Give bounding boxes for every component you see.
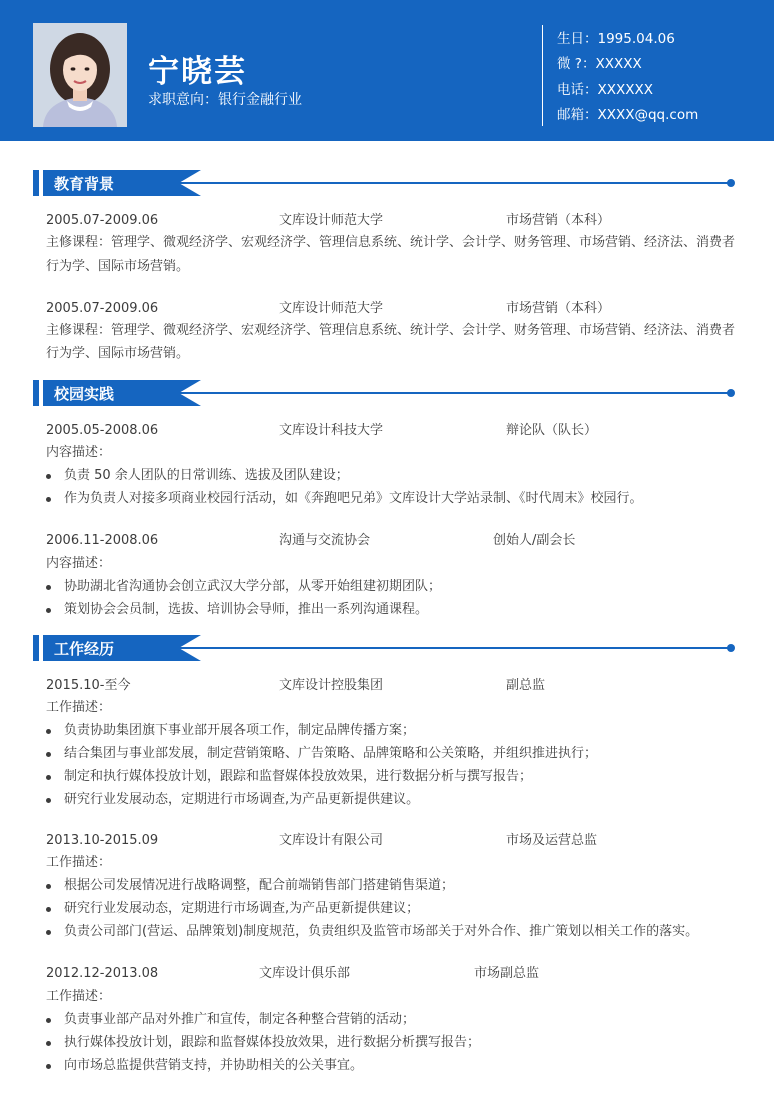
campus-1-label: 内容描述： [46, 445, 112, 460]
work-3-date: 2012.12-2013.08 [46, 966, 159, 981]
section-rule-dot [727, 644, 735, 652]
campus-1-bullet-1: 负责 50 余人团队的日常训练、选拔及团队建设； [64, 468, 349, 483]
bullet-dot [46, 608, 51, 613]
header-divider [542, 25, 543, 126]
work-3-bullet-3: 向市场总监提供营销支持，并协助相关的公关事宜。 [64, 1058, 364, 1073]
bullet-dot [46, 752, 51, 757]
bullet-dot [46, 585, 51, 590]
work-3-bullet-2: 执行媒体投放计划，跟踪和监督媒体投放效果，进行数据分析撰写报告； [64, 1035, 481, 1050]
bullet-dot [46, 930, 51, 935]
contact-email: 邮箱：XXXX@qq.com [557, 107, 699, 123]
bullet-dot [46, 1018, 51, 1023]
bullet-dot [46, 775, 51, 780]
resume-header [0, 0, 774, 141]
campus-2-date: 2006.11-2008.06 [46, 533, 159, 548]
work-2-label: 工作描述： [46, 855, 112, 870]
work-1-title: 副总监 [506, 678, 546, 693]
campus-1-org: 文库设计科技大学 [279, 423, 384, 438]
edu-1-courses: 主修课程：管理学、微观经济学、宏观经济学、管理信息系统、统计学、会计学、财务管理、市场营销、经济法、消费者 [46, 235, 736, 250]
campus-1-date: 2005.05-2008.06 [46, 423, 159, 438]
section-rule [179, 647, 728, 649]
applicant-name: 宁晓芸 [148, 54, 247, 90]
work-1-company: 文库设计控股集团 [279, 678, 384, 693]
contact-phone: 电话：XXXXXX [557, 82, 653, 98]
edu-1-school: 文库设计师范大学 [279, 213, 384, 228]
edu-2-courses: 主修课程：管理学、微观经济学、宏观经济学、管理信息系统、统计学、会计学、财务管理、市场营销、经济法、消费者 [46, 323, 736, 338]
section-rule [179, 392, 728, 394]
section-rule [179, 182, 728, 184]
work-1-bullet-3: 制定和执行媒体投放计划，跟踪和监督媒体投放效果，进行数据分析与撰写报告； [64, 769, 533, 784]
section-title: 教育背景 [54, 175, 115, 193]
section-rule-dot [727, 179, 735, 187]
section-accent-bar [33, 380, 39, 406]
contact-birthday: 生日：1995.04.06 [557, 31, 675, 47]
section-accent-bar [33, 635, 39, 661]
work-2-bullet-1: 根据公司发展情况进行战略调整，配合前端销售部门搭建销售渠道； [64, 878, 455, 893]
section-rule-dot [727, 389, 735, 397]
bullet-dot [46, 474, 51, 479]
work-2-bullet-3: 负责公司部门(营运、品牌策划)制度规范，负责组织及监管市场部关于对外合作、推广策划以相关工作的落实。 [64, 924, 699, 939]
work-3-title: 市场副总监 [474, 966, 540, 981]
section-header-education [33, 170, 738, 196]
section-accent-bar [33, 170, 39, 196]
bullet-dot [46, 729, 51, 734]
campus-1-role: 辩论队（队长） [506, 423, 598, 438]
edu-1-courses-cont: 行为学、国际市场营销。 [46, 259, 190, 274]
bullet-dot [46, 907, 51, 912]
campus-2-bullet-1: 协助湖北省沟通协会创立武汉大学分部，从零开始组建初期团队； [64, 579, 442, 594]
edu-2-courses-cont: 行为学、国际市场营销。 [46, 346, 190, 361]
bullet-dot [46, 1041, 51, 1046]
campus-2-org: 沟通与交流协会 [279, 533, 371, 548]
campus-2-role: 创始人/副会长 [493, 533, 576, 548]
work-2-date: 2013.10-2015.09 [46, 833, 159, 848]
section-title: 工作经历 [54, 640, 115, 658]
work-1-bullet-2: 结合集团与事业部发展，制定营销策略、广告策略、品牌策略和公关策略，并组织推进执行； [64, 746, 598, 761]
work-1-label: 工作描述： [46, 700, 112, 715]
edu-1-major: 市场营销（本科） [506, 213, 611, 228]
work-2-company: 文库设计有限公司 [279, 833, 384, 848]
campus-1-bullet-2: 作为负责人对接多项商业校园行活动，如《奔跑吧兄弟》文库设计大学站录制、《时代周末》校园行。 [64, 491, 643, 506]
bullet-dot [46, 1064, 51, 1069]
campus-2-bullet-2: 策划协会会员制，选拔、培训协会导师，推出一系列沟通课程。 [64, 602, 429, 617]
edu-2-date: 2005.07-2009.06 [46, 301, 159, 316]
campus-2-label: 内容描述： [46, 556, 112, 571]
work-1-date: 2015.10-至今 [46, 678, 131, 693]
edu-2-major: 市场营销（本科） [506, 301, 611, 316]
work-3-label: 工作描述： [46, 989, 112, 1004]
section-title: 校园实践 [54, 385, 115, 403]
bullet-dot [46, 884, 51, 889]
work-1-bullet-1: 负责协助集团旗下事业部开展各项工作，制定品牌传播方案； [64, 723, 416, 738]
job-intent: 求职意向：银行金融行业 [148, 92, 302, 108]
bullet-dot [46, 798, 51, 803]
work-3-bullet-1: 负责事业部产品对外推广和宣传，制定各种整合营销的活动； [64, 1012, 416, 1027]
contact-wechat: 微 ?：XXXXX [557, 56, 642, 72]
section-header-campus [33, 380, 738, 406]
edu-1-date: 2005.07-2009.06 [46, 213, 159, 228]
profile-photo [33, 23, 127, 127]
work-2-bullet-2: 研究行业发展动态，定期进行市场调查,为产品更新提供建议； [64, 901, 420, 916]
work-3-company: 文库设计俱乐部 [259, 966, 351, 981]
section-header-work [33, 635, 738, 661]
work-2-title: 市场及运营总监 [506, 833, 598, 848]
edu-2-school: 文库设计师范大学 [279, 301, 384, 316]
bullet-dot [46, 497, 51, 502]
work-1-bullet-4: 研究行业发展动态，定期进行市场调查,为产品更新提供建议。 [64, 792, 420, 807]
